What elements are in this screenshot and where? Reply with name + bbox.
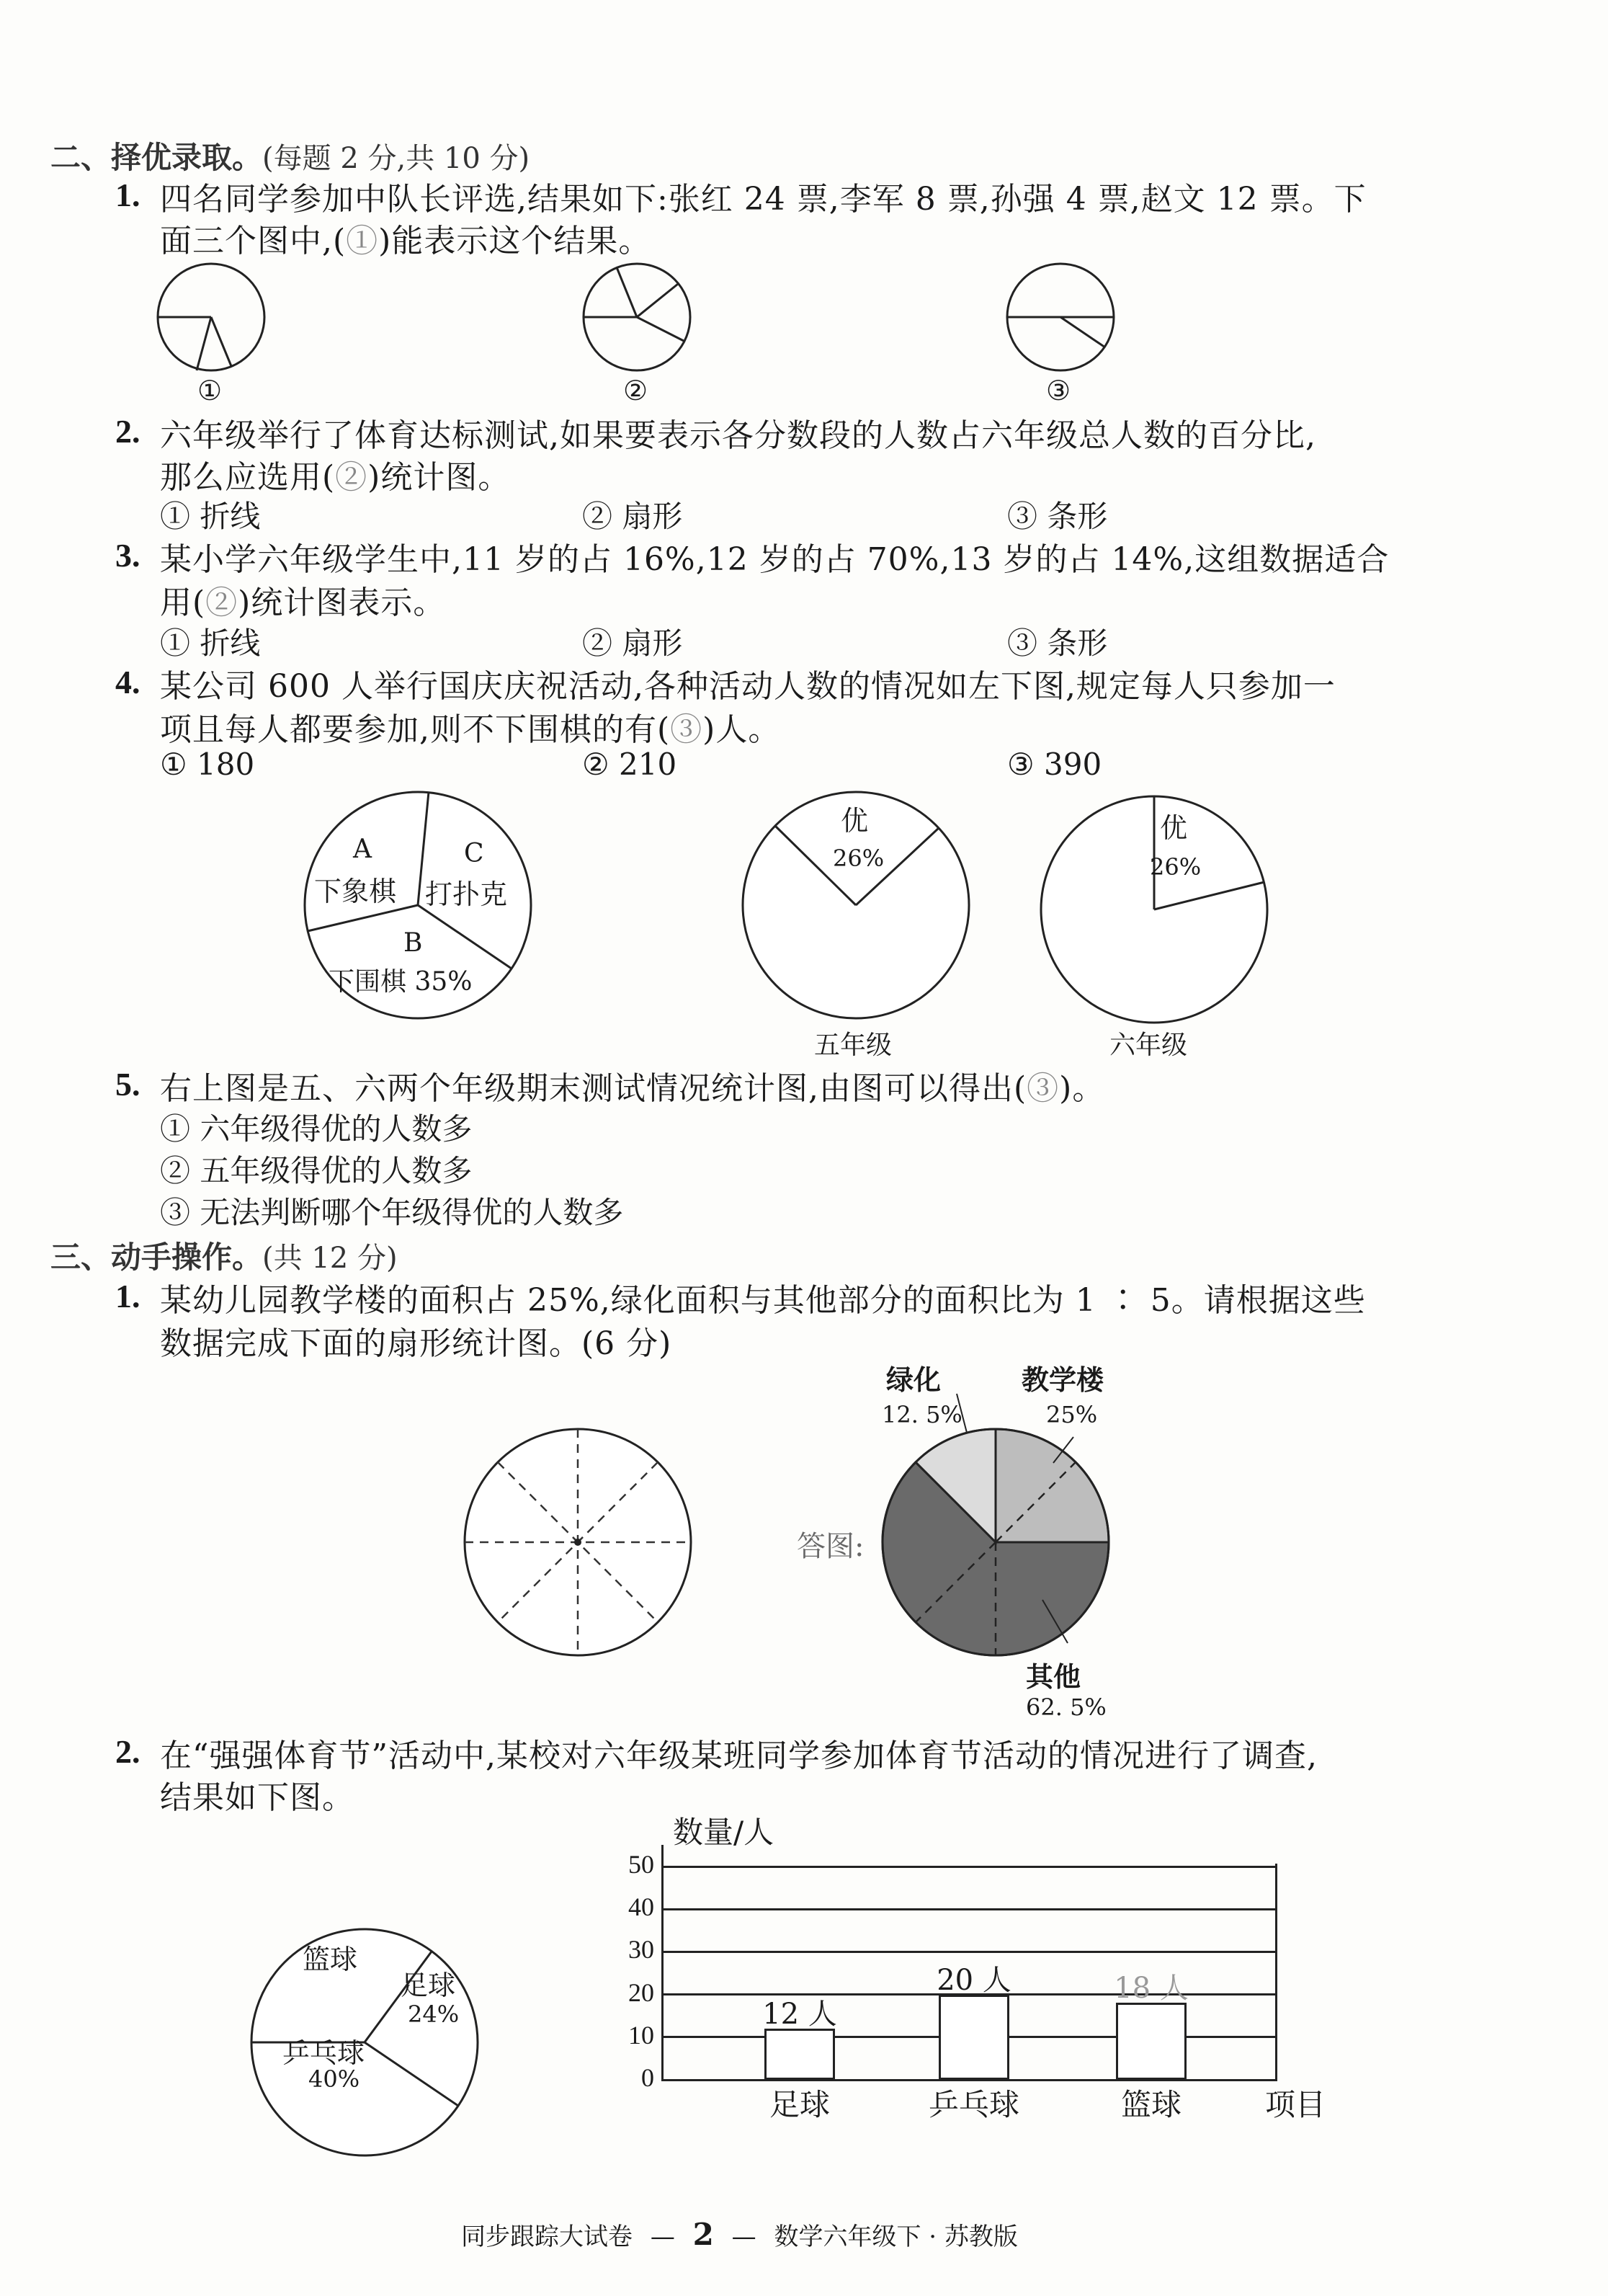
- s3-q1-number: 1.: [115, 1278, 140, 1314]
- bar-chart-bar: [1116, 2003, 1187, 2080]
- bar-chart-ytick-label: 40: [628, 1892, 654, 1922]
- q2-option-1: ① 折线: [160, 499, 261, 534]
- q2-answer: ②: [335, 459, 368, 496]
- bar-chart-ylabel: 数量/人: [673, 1815, 774, 1850]
- q5-option-2: ② 五年级得优的人数多: [160, 1153, 473, 1188]
- sports-pie-football: 足球: [401, 1970, 456, 2001]
- q5-answer: ③: [1027, 1070, 1060, 1107]
- grade5-caption: 五年级: [814, 1031, 893, 1060]
- q4-pie-b-letter: B: [403, 928, 423, 958]
- q4-pie-c-label: 打扑克: [425, 878, 508, 910]
- bar-chart-bar: [939, 1995, 1009, 2080]
- q2-line2: 那么应选用(②)统计图。: [160, 459, 511, 496]
- bar-chart-gridline: [661, 1951, 1277, 1953]
- q1-fig-label-3: ③: [1046, 375, 1071, 406]
- bar-chart-data-label: 18 人: [1114, 1972, 1189, 2006]
- grade6-caption: 六年级: [1109, 1031, 1188, 1060]
- q3-number: 3.: [115, 537, 140, 574]
- bar-chart-gridline: [661, 1866, 1277, 1868]
- q1-answer: ①: [346, 223, 379, 259]
- q1-line2: 面三个图中,(①)能表示这个结果。: [160, 223, 651, 259]
- bar-chart-category-label: 乒乓球: [928, 2087, 1019, 2122]
- sports-pie-football-pct: 24%: [408, 2001, 460, 2028]
- s3-q2-line2: 结果如下图。: [160, 1779, 354, 1816]
- answer-other-label: 其他: [1026, 1660, 1081, 1693]
- q2-line1: 六年级举行了体育达标测试,如果要表示各分数段的人数占六年级总人数的百分比,: [160, 417, 1316, 454]
- bar-chart-right-border: [1275, 1864, 1277, 2081]
- sports-pie-basketball: 篮球: [303, 1944, 358, 1975]
- s3-q2-line1: 在“强强体育节”活动中,某校对六年级某班同学参加体育节活动的情况进行了调查,: [160, 1737, 1318, 1774]
- bar-chart-gridline: [661, 1908, 1277, 1910]
- answer-building-pct: 25%: [1046, 1401, 1098, 1428]
- q1-number: 1.: [115, 177, 140, 213]
- q3-option-3: ③ 条形: [1007, 626, 1108, 661]
- section2-title: 二、择优录取。: [50, 140, 263, 175]
- bar-chart-bar: [764, 2029, 835, 2080]
- q3-option-1: ① 折线: [160, 626, 261, 661]
- q5-option-3: ③ 无法判断哪个年级得优的人数多: [160, 1195, 624, 1230]
- bar-chart-ytick-label: 20: [628, 1977, 654, 2007]
- s3-q2-number: 2.: [115, 1733, 140, 1770]
- q4-pie-c-letter: C: [464, 839, 484, 868]
- bar-chart-ytick-label: 50: [628, 1850, 654, 1879]
- q4-answer: ③: [670, 711, 703, 748]
- section3-note: (共 12 分): [262, 1242, 398, 1275]
- bar-chart-category-label: 篮球: [1120, 2087, 1182, 2122]
- q2-option-3: ③ 条形: [1007, 499, 1108, 534]
- answer-prefix: 答图:: [797, 1530, 865, 1563]
- s3-q1-line2: 数据完成下面的扇形统计图。(6 分): [160, 1325, 672, 1362]
- q2-number: 2.: [115, 413, 140, 450]
- footer: 同步跟踪大试卷 — 2 — 数学六年级下 · 苏教版: [461, 2217, 1018, 2252]
- q4-pie-a-letter: A: [353, 835, 372, 864]
- bar-chart-ytick-label: 0: [641, 2063, 654, 2092]
- q4-option-1: ① 180: [160, 747, 255, 782]
- section3-title: 三、动手操作。: [50, 1240, 263, 1275]
- bar-chart-xlabel: 项目: [1265, 2087, 1326, 2122]
- q3-answer: ②: [205, 584, 238, 621]
- answer-greening-pct: 12. 5%: [882, 1401, 962, 1428]
- bar-chart-ytick-label: 30: [628, 1935, 654, 1964]
- q4-option-3: ③ 390: [1007, 747, 1102, 782]
- answer-greening-label: 绿化: [886, 1363, 942, 1396]
- q3-option-2: ② 扇形: [582, 626, 683, 661]
- q1-line1: 四名同学参加中队长评选,结果如下:张红 24 票,李军 8 票,孙强 4 票,赵文 12 票。下: [160, 181, 1367, 218]
- s3-q1-line1: 某幼儿园教学楼的面积占 25%,绿化面积与其他部分的面积比为 1 ∶ 5。请根据这些: [160, 1282, 1366, 1319]
- q3-line2: 用(②)统计图表示。: [160, 584, 446, 621]
- q1-fig-label-1: ①: [197, 375, 223, 406]
- answer-other-pct: 62. 5%: [1026, 1694, 1107, 1721]
- q5-line1: 右上图是五、六两个年级期末测试情况统计图,由图可以得出(③)。: [160, 1070, 1105, 1107]
- footer-right: 数学六年级下 · 苏教版: [774, 2222, 1018, 2251]
- grade6-pct: 26%: [1150, 853, 1202, 881]
- sports-pie-pingpong: 乒乓球: [282, 2037, 365, 2069]
- footer-page: 2: [692, 2217, 714, 2252]
- q1-fig-label-2: ②: [623, 375, 648, 406]
- bar-chart-ytick-label: 10: [628, 2020, 654, 2050]
- q2-option-2: ② 扇形: [582, 499, 683, 534]
- grade6-label: 优: [1160, 812, 1188, 844]
- bar-chart-category-label: 足球: [769, 2087, 830, 2122]
- bar-chart-y-axis: [661, 1845, 664, 2081]
- q4-pie-a-label: 下象棋: [314, 876, 397, 907]
- grade5-label: 优: [841, 805, 869, 837]
- sports-pie-pingpong-pct: 40%: [308, 2065, 360, 2093]
- q5-number: 5.: [115, 1066, 140, 1103]
- q4-line1: 某公司 600 人举行国庆庆祝活动,各种活动人数的情况如左下图,规定每人只参加一: [160, 668, 1336, 705]
- answer-building-label: 教学楼: [1022, 1363, 1104, 1396]
- q4-option-2: ② 210: [582, 747, 677, 782]
- q4-line2: 项且每人都要参加,则不下围棋的有(③)人。: [160, 711, 781, 748]
- q4-number: 4.: [115, 664, 140, 700]
- bar-chart-data-label: 20 人: [937, 1963, 1011, 1997]
- section2-note: (每题 2 分,共 10 分): [262, 142, 530, 175]
- q3-line1: 某小学六年级学生中,11 岁的占 16%,12 岁的占 70%,13 岁的占 14%,这组数据适合: [160, 541, 1390, 578]
- q4-pie-b-label: 下围棋 35%: [329, 967, 473, 997]
- footer-left: 同步跟踪大试卷: [461, 2222, 633, 2251]
- q5-option-1: ① 六年级得优的人数多: [160, 1111, 473, 1147]
- grade5-pct: 26%: [833, 845, 885, 872]
- bar-chart-data-label: 12 人: [762, 1997, 837, 2031]
